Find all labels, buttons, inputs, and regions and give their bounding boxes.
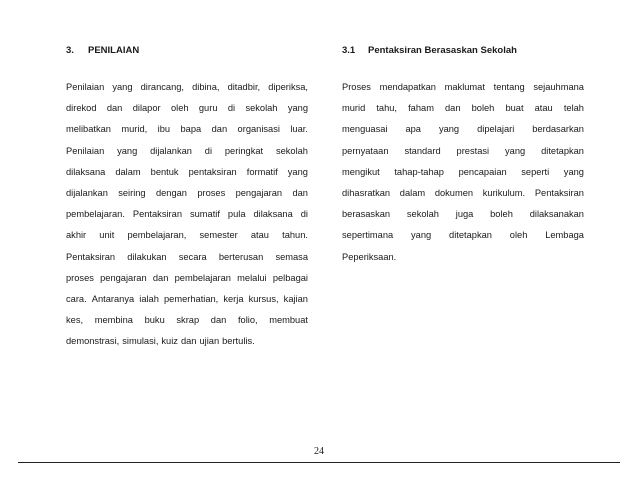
- footer-rule: [18, 462, 620, 463]
- right-column: [342, 44, 584, 268]
- page-number: 24: [314, 446, 324, 457]
- text-line: Penilaian yang dirancang, dibina, ditadbir, diperiksa,: [66, 82, 308, 92]
- right-paragraph: [342, 77, 584, 268]
- subsection-title: Pentaksiran Berasaskan Sekolah: [368, 45, 517, 56]
- left-column: [66, 44, 308, 352]
- text-line: dijalankan seiring dengan proses pengajaran dan: [66, 187, 308, 198]
- text-line: dilaksana dalam bentuk pentaksiran formatif yang: [66, 166, 308, 177]
- section-title: PENILAIAN: [88, 45, 140, 56]
- section-number: 3.: [66, 45, 74, 56]
- text-line: cara. Antaranya ialah pemerhatian, kerja kursus, kajian: [66, 293, 308, 304]
- text-line: kes, membina buku skrap dan folio, membuat: [66, 315, 308, 326]
- text-line: menguasai apa yang dipelajari berdasarkan: [342, 124, 584, 135]
- text-line: dihasratkan dalam dokumen kurikulum. Pentaksiran: [342, 187, 584, 198]
- text-line: Penilaian yang dijalankan di peringkat sekolah: [66, 145, 308, 156]
- text-line: mengikut tahap-tahap pencapaian seperti yang: [342, 166, 584, 177]
- subsection-number: 3.1: [342, 45, 356, 56]
- text-line: Pentaksiran dilakukan secara berterusan semasa: [66, 251, 308, 262]
- text-line: murid tahu, faham dan boleh buat atau telah: [342, 103, 584, 114]
- text-line: demonstrasi, simulasi, kuiz dan ujian bertulis.: [66, 336, 255, 347]
- section-heading-penilaian: [66, 44, 308, 57]
- subsection-heading-pbs: [342, 44, 584, 57]
- text-line: berasaskan sekolah juga boleh dilaksanakan: [342, 209, 584, 220]
- text-line: pembelajaran. Pentaksiran sumatif pula dilaksana di: [66, 209, 308, 220]
- left-paragraph: [66, 77, 308, 352]
- text-line: akhir unit pembelajaran, semester atau tahun.: [66, 230, 308, 241]
- text-line: sepertimana yang ditetapkan oleh Lembaga: [342, 230, 584, 241]
- text-line: pernyataan standard prestasi yang ditetapkan: [342, 145, 584, 156]
- text-line: melibatkan murid, ibu bapa dan organisasi luar.: [66, 124, 308, 135]
- text-line: Peperiksaan.: [342, 251, 397, 262]
- text-line: proses pengajaran dan pembelajaran melalui pelbagai: [66, 272, 308, 283]
- text-line: Proses mendapatkan maklumat tentang sejauhmana: [342, 82, 584, 92]
- text-line: direkod dan dilapor oleh guru di sekolah yang: [66, 103, 308, 114]
